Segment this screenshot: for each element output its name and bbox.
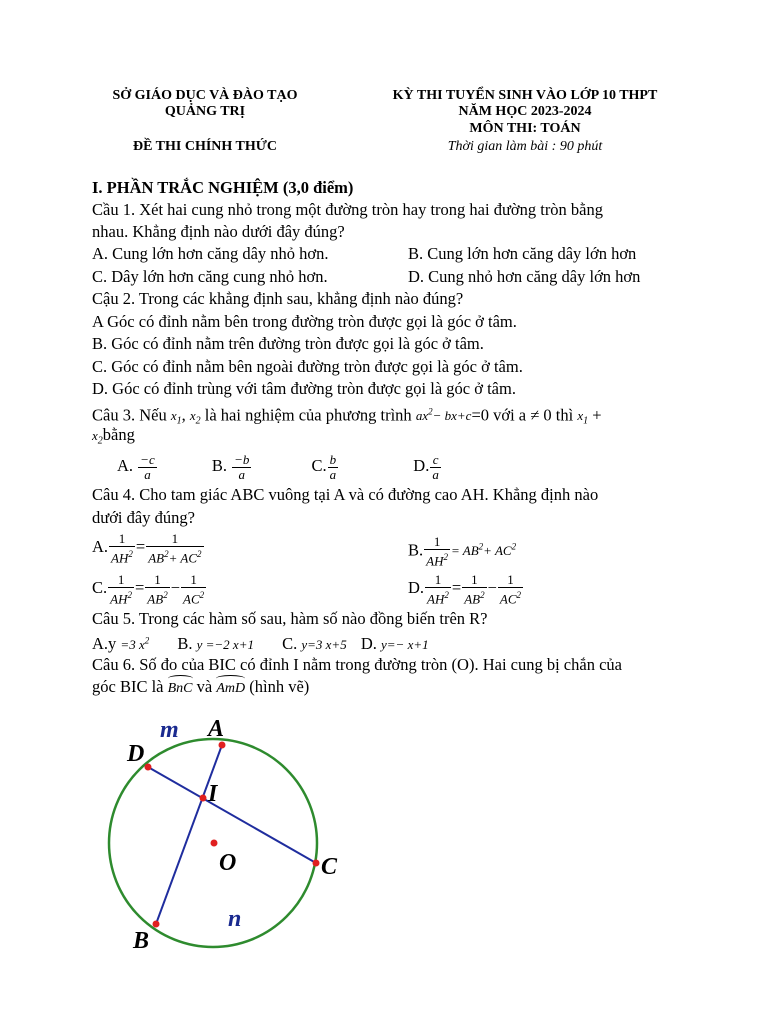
quadratic-equation: $ax^2- bx+c$ <box>415 407 472 424</box>
fraction: $\frac{1}{AH^2}$ <box>426 533 448 569</box>
question-1-text: Cầu 1. Xét hai cung nhỏ trong một đường tròn hay trong hai đường tròn bằng <box>92 200 604 219</box>
fraction: $\frac{1}{AH^2}$ <box>427 571 449 606</box>
option-a-label: A. <box>92 537 109 556</box>
question-4-text: Câu 4. Cho tam giác ABC vuông tại A và có đường cao AH. Khẳng định nào <box>92 485 599 504</box>
sum-x2: $x_2$ <box>92 428 103 447</box>
question-3-prefix: Câu 3. Nếu <box>92 405 167 425</box>
option-c-label: C. <box>282 634 298 654</box>
question-4-option-d: D. $\frac{1}{AH^2}$ = $\frac{1}{AB^2}$ − $\frac{1}{AC^2}$ <box>408 571 522 606</box>
label-i: I <box>208 781 218 807</box>
question-1-text-cont: nhau. Khẳng định nào dưới đây đúng? <box>92 222 345 241</box>
option-c-label: C. <box>92 578 108 597</box>
question-3-end: bằng <box>102 425 135 444</box>
question-4-text-cont: dưới đây đúng? <box>92 508 195 527</box>
department-name: SỞ GIÁO DỤC VÀ ĐÀO TẠO <box>112 88 298 103</box>
question-5-option-a: A.y =3 $x^2$ <box>92 634 150 654</box>
label-o: O <box>219 850 237 876</box>
question-4-option-b: B. $\frac{1}{AH^2}$ = $AB^2+ AC^2$ <box>408 533 517 569</box>
fraction-b-over-a: $\frac{b}{a}$ <box>329 451 337 482</box>
root-x2: $x_2$ <box>189 408 201 427</box>
province-name: QUẢNG TRỊ <box>164 104 246 119</box>
question-1-option-d: D. Cung nhỏ hơn căng dây lớn hơn <box>408 267 641 286</box>
label-d: D <box>127 741 145 767</box>
question-6-text: Câu 6. Số đo của BIC có đỉnh I nằm trong đường tròn (O). Hai cung bị chắn của <box>92 655 622 674</box>
fraction: $\frac{1}{AB^2+ AC^2}$ <box>148 530 202 565</box>
sum-x1: $x_1$ <box>577 408 589 427</box>
fraction: $\frac{1}{AC^2}$ <box>499 571 522 606</box>
option-d-label: D. <box>408 578 425 597</box>
label-a: A <box>208 716 225 742</box>
fraction-neg-c-over-a: $\frac{-c}{a}$ <box>140 451 155 482</box>
time-allowed: Thời gian làm bài : 90 phút <box>447 139 603 154</box>
label-b: B <box>133 928 150 954</box>
fraction: $\frac{1}{AH^2}$ <box>111 530 133 565</box>
question-2-option-b: B. Góc có đỉnh nằm trên đường tròn được gọi là góc ở tâm. <box>92 334 484 353</box>
question-5-option-b: B. y =−2 x+1 <box>177 634 254 654</box>
question-2-text: Cậu 2. Trong các khẳng định sau, khẳng định nào đúng? <box>92 289 464 308</box>
arc-bnc: BnC <box>168 678 193 700</box>
fraction: $\frac{1}{AH^2}$ <box>110 571 132 606</box>
question-3-mid: là hai nghiệm của phương trình <box>204 405 412 425</box>
fraction: $\frac{1}{AB^2}$ <box>147 571 168 606</box>
option-a-label: A.y <box>92 634 117 654</box>
point-a <box>219 742 226 749</box>
fraction: $\frac{1}{AC^2}$ <box>183 571 205 606</box>
official-exam-label: ĐỀ THI CHÍNH THỨC <box>132 139 278 154</box>
question-3-text: Câu 3. Nếu $x_1$, $x_2$ là hai nghiệm của phương trình $ax^2- bx+c=0$ với a ≠ 0 thì $x_1$ + <box>92 405 602 427</box>
question-5-option-d: D. y=− x+1 <box>360 634 429 654</box>
question-6-suffix: (hình vẽ) <box>249 677 310 696</box>
option-c-label: C. <box>311 456 327 475</box>
question-1-option-b: B. Cung lớn hơn căng dây lớn hơn <box>408 244 637 263</box>
fraction-c-over-a: $\frac{c}{a}$ <box>432 451 439 482</box>
subject: MÔN THI: TOÁN <box>469 121 581 136</box>
fraction-neg-b-over-a: $\frac{-b}{a}$ <box>234 451 250 482</box>
point-d <box>145 764 152 771</box>
question-1-option-a: A. Cung lớn hơn căng dây nhỏ hơn. <box>92 244 329 263</box>
option-b-label: B. <box>408 540 424 560</box>
option-b-label: B. <box>177 634 193 654</box>
question-2-option-c: C. Góc có đỉnh nằm bên ngoài đường tròn được gọi là góc ở tâm. <box>92 357 523 376</box>
question-3-eq-suffix: =0 với a ≠ 0 thì <box>471 405 574 425</box>
label-n: n <box>228 906 242 932</box>
exam-title: KỲ THI TUYỂN SINH VÀO LỚP 10 THPT <box>392 88 658 103</box>
option-b-label: B. <box>211 456 227 475</box>
option-d-label: D. <box>413 456 430 475</box>
section-title: I. PHẦN TRẮC NGHIỆM (3,0 điểm) <box>92 178 354 197</box>
question-2-option-d: D. Góc có đỉnh trùng với tâm đường tròn được gọi là góc ở tâm. <box>92 379 516 398</box>
label-m: m <box>160 717 179 743</box>
question-5-option-c: C. y=3 x+5 <box>282 634 347 654</box>
question-6-prefix: góc BIC là <box>92 677 164 696</box>
point-b <box>153 921 160 928</box>
label-c: C <box>321 854 338 880</box>
question-6-and: và <box>196 677 213 696</box>
chord-dc <box>148 767 316 863</box>
arc-amd: AmD <box>216 678 245 700</box>
option-d-label: D. <box>360 634 377 654</box>
question-4-option-c: C. $\frac{1}{AH^2}$ = $\frac{1}{AB^2}$ − $\frac{1}{AC^2}$ <box>92 571 205 606</box>
chord-ab <box>156 745 222 924</box>
point-o <box>211 840 218 847</box>
question-5-text: Câu 5. Trong các hàm số sau, hàm số nào đồng biến trên R? <box>92 609 488 628</box>
point-i <box>200 795 207 802</box>
root-x1: $x_1$ <box>170 408 182 427</box>
question-2-option-a: A Góc có đỉnh nằm bên trong đường tròn được gọi là góc ở tâm. <box>92 312 517 331</box>
school-year: NĂM HỌC 2023-2024 <box>458 104 592 119</box>
fraction: $\frac{1}{AB^2}$ <box>464 571 485 606</box>
question-1-option-c: C. Dây lớn hơn căng cung nhỏ hơn. <box>92 267 328 286</box>
point-c <box>313 860 320 867</box>
question-4-option-a: A. $\frac{1}{AH^2}$ = $\frac{1}{AB^2+ AC^2}$ <box>92 530 202 565</box>
option-a-label: A. <box>117 456 134 475</box>
